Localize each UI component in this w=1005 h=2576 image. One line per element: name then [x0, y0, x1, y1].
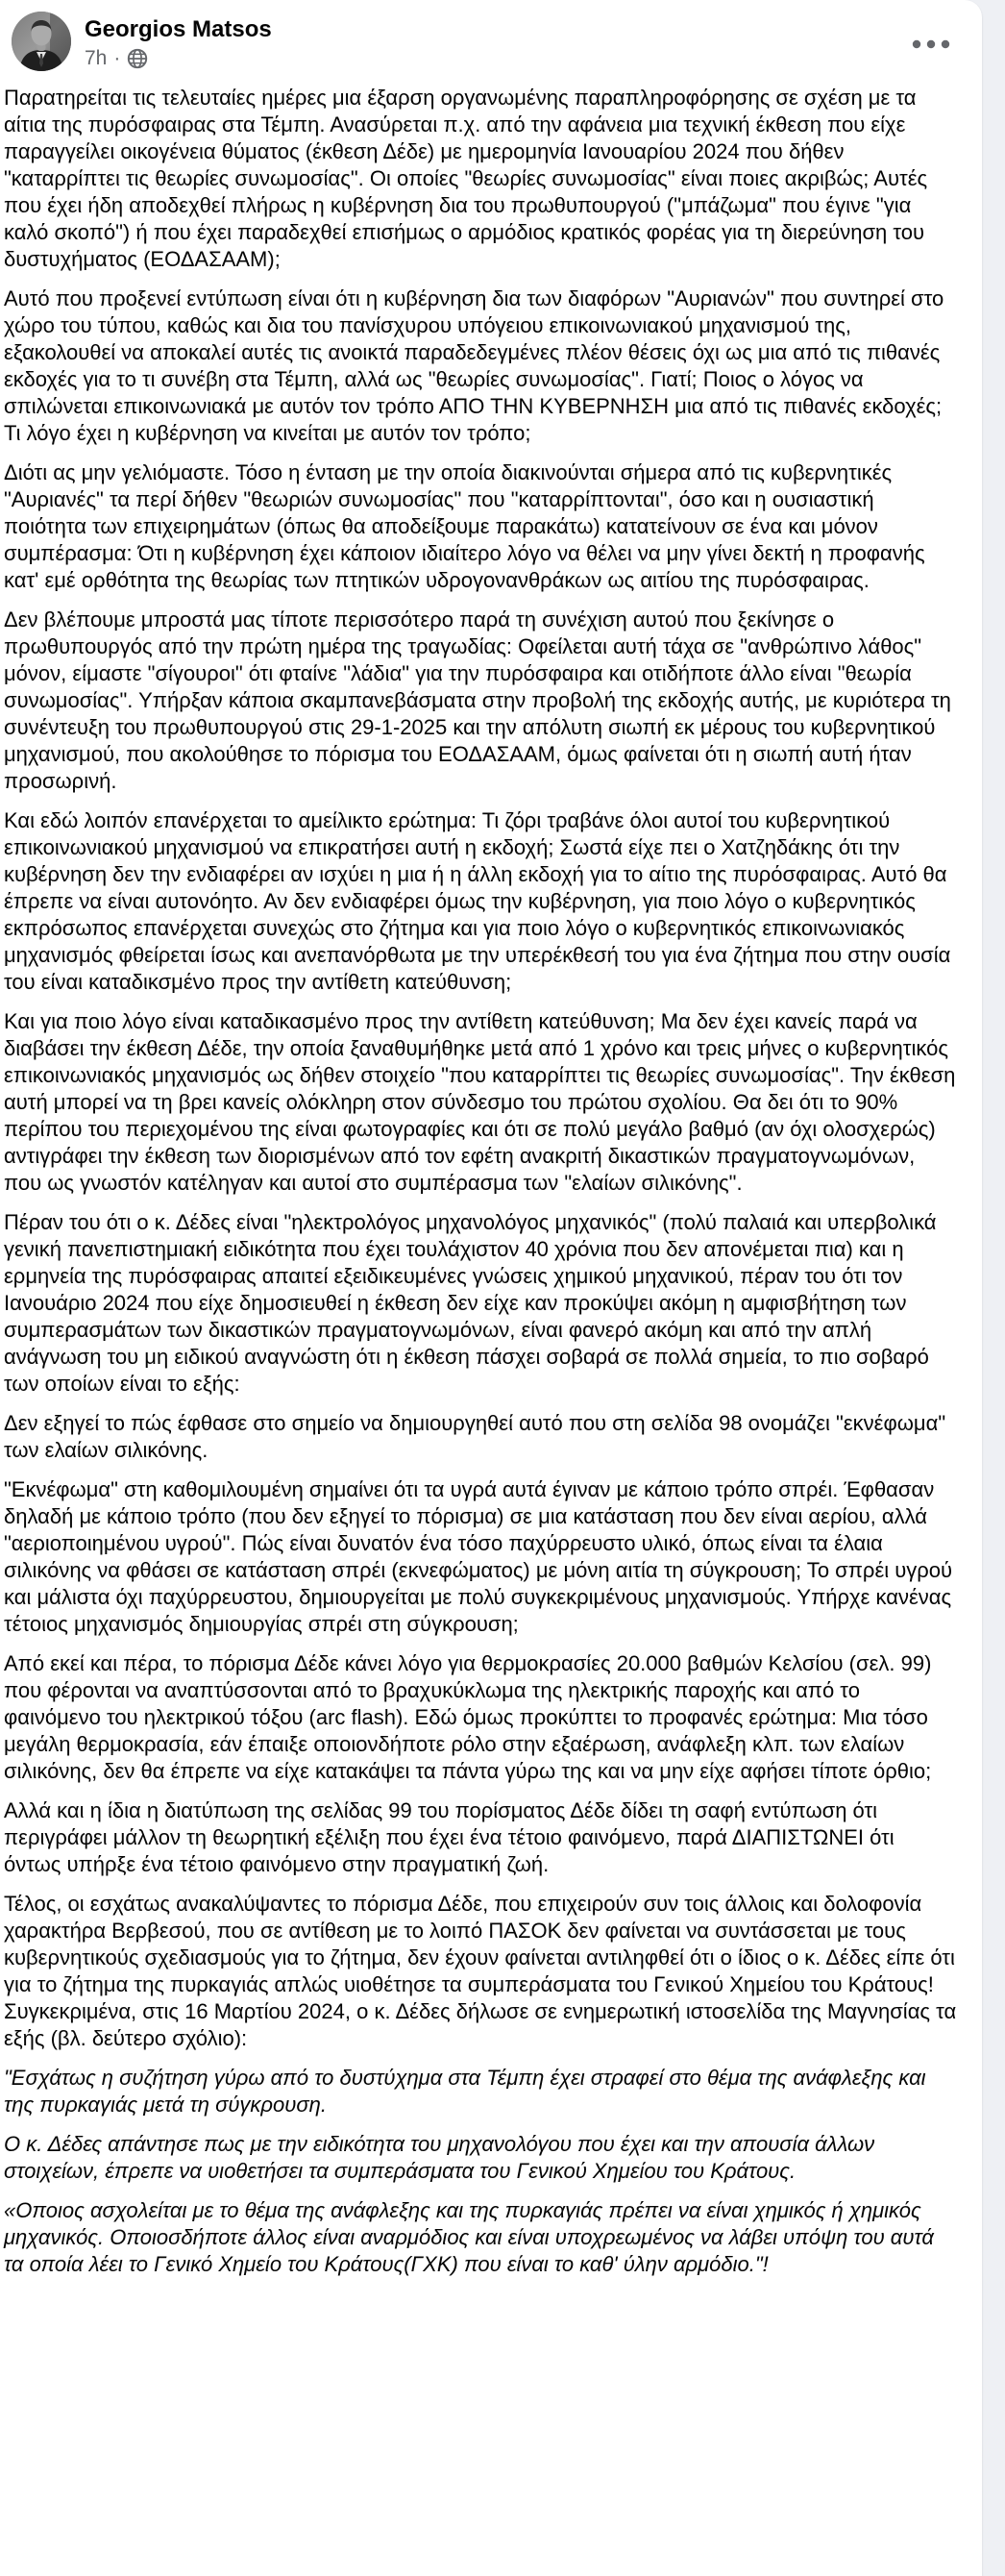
post-header: [0, 0, 982, 75]
post-paragraph: "Εκνέφωμα" στη καθομιλουμένη σημαίνει ότι τα υγρά αυτά έγιναν με κάποιο τρόπο σπρέι. Έφθασαν δηλαδή με κάποιο τρόπο (που δεν εξηγεί το πόρισμα) σε μια κατάσταση που δεν είναι αερίου, αλλά "αεριοποιημένου υγρού". Πώς είναι δυνατόν ένα τόσο παχύρρευστο υλικό, όπως είναι τα έλαια σιλικόνης να φθάσει σε κατάσταση σπρέι (εκνεφώματος) με μόνη αιτία τη σύγκρουση; Το σπρέι υγρού και μάλιστα όχι παχύρρευστου, δημιουργείται με πολύ συγκεκριμένους μηχανισμούς. Υπήρχε κανένας τέτοιος μηχανισμός δημιουργίας σπρέι στη σύγκρουση;: [4, 1477, 959, 1636]
post-paragraph: Δεν βλέπουμε μπροστά μας τίποτε περισσότερο παρά τη συνέχιση αυτού που ξεκίνησε ο πρωθυπουργός από την πρώτη ημέρα της τραγωδίας: Οφείλεται αυτή τάχα σε "ανθρώπινο λάθος" μόνον, είμαστε "σίγουροι" ότι φταίνε "λάδια" για την πυρόσφαιρα και οτιδήποτε άλλο είναι "θεωρία συνωμοσίας". Υπήρξαν κάποια σκαμπανεβάσματα στην προβολή της εκδοχής αυτής, με κυριότερα τη συνέντευξη του πρωθυπουργού στις 29-1-2025 και την απόλυτη σιωπή εκ μέρους του κυβερνητικού μηχανισμού, που ακολούθησε το πόρισμα του ΕΟΔΑΣΑΑΜ, όμως φαίνεται ότι η σιωπή αυτή ήταν προσωρινή.: [4, 607, 958, 793]
post-paragraph: "Εσχάτως η συζήτηση γύρω από το δυστύχημα στα Τέμπη έχει στραφεί στο θέμα της ανάφλεξης και της πυρκαγιάς μετά τη σύγκρουση.: [4, 2066, 932, 2117]
post-paragraph: Αλλά και η ίδια η διατύπωση της σελίδας 99 του πορίσματος Δέδε δίδει τη σαφή εντύπωση ότι περιγράφει μάλλον τη θεωρητική εξέλιξη που έχει ένα τέτοιο φαινόμενο, παρά ΔΙΑΠΙΣΤΩΝΕΙ ότι όντως υπήρξε ένα τέτοιο φαινόμενο στην πραγματική ζωή.: [4, 1798, 900, 1876]
avatar-photo: [12, 12, 71, 71]
post-paragraph: Ο κ. Δέδες απάντησε πως με την ειδικότητα του μηχανολόγου που έχει και την απουσία άλλων στοιχείων, έπρεπε να υιοθετήσει τα συμπεράσματα του Γενικού Χημείου του Κράτους.: [4, 2132, 881, 2183]
post-paragraph: Παρατηρείται τις τελευταίες ημέρες μια έξαρση οργανωμένης παραπληροφόρησης σε σχέση με τα αίτια της πυρόσφαιρας στα Τέμπη. Ανασύρεται π.χ. από την αφάνεια μια τεχνική έκθεση που είχε παραγγείλει οικογένεια θύματος (έκθεση Δέδε) με ημερομηνία Ιανουαρίου 2024 που δήθεν "καταρρίπτει τις θεωρίες συνωμοσίας". Οι οποίες "θεωρίες συνωμοσίας" είναι ποιες ακριβώς; Αυτές που έχει ήδη αποδεχθεί πλήρως η κυβέρνηση δια του πρωθυπουργού ("μπάζωμα" που έγινε "για καλό σκοπό") ή που έχει παραδεχθεί επισήμως ο αρμόδιος κρατικός φορέας για τη διερεύνηση του δυστυχήματος (ΕΟΔΑΣΑΑΜ);: [4, 86, 934, 271]
post-paragraph: Πέραν του ότι ο κ. Δέδες είναι "ηλεκτρολόγος μηχανολόγος μηχανικός" (πολύ παλαιά και υπερβολικά γενική πανεπιστημιακή ειδικότητα που έχει τουλάχιστον 40 χρόνια που δεν απονέμεται πια) και η ερμηνεία της πυρόσφαιρας απαιτεί εξειδικευμένες γνώσεις χημικού μηχανικού, πέραν του ότι τον Ιανουάριο 2024 που είχε δημοσιευθεί η έκθεση δεν είχε καν προκύψει ακόμη η αμφισβήτηση των συμπερασμάτων των δικαστικών πραγματογνωμόνων, είναι φανερό ακόμη και από την απλή ανάγνωση του μη ειδικού αναγνώστη ότι η έκθεση πάσχει σοβαρά σε πολλά σημεία, το πιο σοβαρό των οποίων είναι το εξής:: [4, 1210, 943, 1396]
post-paragraph: Από εκεί και πέρα, το πόρισμα Δέδε κάνει λόγο για θερμοκρασίες 20.000 βαθμών Κελσίου (σελ. 99) που φέρονται να αναπτύσσονται από το βραχυκύκλωμα της ηλεκτρικής παροχής και από το φαινόμενο του ηλεκτρικού τόξου (arc flash). Εδώ όμως προκύπτει το προφανές ερώτημα: Μια τόσο μεγάλη θερμοκρασία, εάν έπαιξε οποιονδήποτε ρόλο στην εξαέρωση, ανάφλεξη κλπ. των ελαίων σιλικόνης, δεν θα έπρεπε να είχε κατακάψει τα πάντα γύρω της και να μην είχε αφήσει τίποτε όρθιο;: [4, 1651, 938, 1783]
ellipsis-icon: [911, 38, 951, 50]
post-paragraph: Δεν εξηγεί το πώς έφθασε στο σημείο να δημιουργηθεί αυτό που στη σελίδα 98 ονομάζει "εκνέφωμα" των ελαίων σιλικόνης.: [4, 1411, 952, 1462]
author-name[interactable]: Georgios Matsos: [85, 16, 272, 42]
globe-icon: [127, 48, 148, 69]
post-paragraph: Και για ποιο λόγο είναι καταδικασμένο προς την αντίθετη κατεύθυνση; Μα δεν έχει κανείς παρά να διαβάσει την έκθεση Δέδε, την οποία ξαναθυμήθηκε μετά από 1 χρόνο και τρεις μήνες ο κυβερνητικός επικοινωνιακός μηχανισμός ως δήθεν στοιχείο "που καταρρίπτει τις θεωρίες συνωμοσίας". Την έκθεση αυτή μπορεί να τη βρει κανείς ολόκληρη στον σύνδεσμο του πρώτου σχολίου. Θα δει ότι το 90% περίπου του περιεχομένου της είναι φωτογραφίες και ότι σε πολύ μεγάλο βαθμό (αν όχι ολοσχερώς) αντιγράφει την έκθεση των διορισμένων από τον εφέτη ανακριτή δικαστικών πραγματογνωμόνων, που ως γνωστόν κατέληγαν και αυτοί στο συμπέρασμα των "ελαίων σιλικόνης".: [4, 1009, 962, 1195]
post-header-text: [85, 12, 272, 69]
timestamp[interactable]: 7h: [85, 47, 108, 70]
post-paragraph: Αυτό που προξενεί εντύπωση είναι ότι η κυβέρνηση δια των διαφόρων "Αυριανών" που συντηρεί στο χώρο του τύπου, καθώς και δια του πανίσχυρου υπόγειου επικοινωνιακού μηχανισμού της, εξακολουθεί να αποκαλεί αυτές τις ανοικτά παραδεδεγμένες πλέον θέσεις όχι ως μια από τις πιθανές εκδοχές για το τι συνέβη στα Τέμπη, αλλά ως "θεωρίες συνωμοσίας". Γιατί; Ποιος ο λόγος να σπιλώνεται επικοινωνιακά με αυτόν τον τρόπο ΑΠΟ ΤΗΝ ΚΥΒΕΡΝΗΣΗ μια από τις πιθανές εκδοχές; Τι λόγο έχει η κυβέρνηση να κινείται με αυτόν τον τρόπο;: [4, 286, 950, 445]
post-meta: [85, 48, 272, 69]
post-paragraph: Και εδώ λοιπόν επανέρχεται το αμείλικτο ερώτημα: Τι ζόρι τραβάνε όλοι αυτοί του κυβερνητικού επικοινωνιακού μηχανισμού να επικρατήσει αυτή η εκδοχή; Σωστά είχε πει ο Χατζηδάκης ότι την κυβέρνηση δεν την ενδιαφέρει αν ισχύει η μια ή η άλλη εκδοχή για το αίτιο της πυρόσφαιρας. Αυτό θα έπρεπε να είναι αυτονόητο. Αν δεν ενδιαφέρει όμως την κυβέρνηση, για ποιο λόγο ο κυβερνητικός εκπρόσωπος επανέρχεται συνεχώς στο ζήτημα και για ποιο λόγο ο κυβερνητικός επικοινωνιακός μηχανισμός φθείρεται ίσως και ανεπανόρθωτα με την υπερέκθεσή του για ένα ζήτημα που στην ουσία του είναι καταδικσμένο προς την αντίθετη κατεύθυνση;: [4, 808, 957, 994]
avatar[interactable]: [12, 12, 71, 71]
post-body: [0, 75, 982, 2319]
post-paragraph: «Οποιος ασχολείται με το θέμα της ανάφλεξης και της πυρκαγιάς πρέπει να είναι χημικός ή χημικός μηχανικός. Οποιοσδήποτε άλλος είναι αναρμόδιος και είναι υποχρεωμένος να λάβει υπόψη του αυτά τα οποία λέει το Γενικό Χημείο του Κράτους(ΓΧΚ) που είναι το καθ' ύλην αρμόδιο."!: [4, 2198, 941, 2276]
post-paragraph: Διότι ας μην γελιόμαστε. Τόσο η ένταση με την οποία διακινούνται σήμερα από τις κυβερνητικές "Αυριανές" τα περί δήθεν "θεωριών συνωμοσίας" που "καταρρίπτονται", όσο και η ουσιαστική ποιότητα των επιχειρημάτων (όπως θα αποδείξουμε παρακάτω) κατατείνουν σε ένα και μόνον συμπέρασμα: Ότι η κυβέρνηση έχει κάποιον ιδιαίτερο λόγο να θέλει να μην γίνει δεκτή η προφανής κατ' εμέ ορθότητα της θεωρίας των πτητικών υδρογονανθράκων ως αιτίου της πυρόσφαιρας.: [4, 460, 931, 592]
meta-separator: ·: [113, 47, 121, 70]
post-paragraph: Τέλος, οι εσχάτως ανακαλύψαντες το πόρισμα Δέδε, που επιχειρούν συν τοις άλλοις και δολοφονία χαρακτήρα Βερβεσού, που σε αντίθεση με το λοιπό ΠΑΣΟΚ δεν φαίνεται να συντάσσεται με τους κυβερνητικούς σχεδιασμούς για το ζήτημα, δεν έχουν φαίνεται αντιληφθεί ότι ο ίδιος ο κ. Δέδες είπε ότι για το ζήτημα της πυρκαγιάς απλώς υιοθέτησε τα συμπεράσματα του Γενικού Χημείου του Κράτους! Συγκεκριμένα, στις 16 Μαρτίου 2024, ο κ. Δέδες δήλωσε σε ενημερωτική ιστοσελίδα της Μαγνησίας τα εξής (βλ. δεύτερο σχόλιο):: [4, 1892, 963, 2050]
post-options-button[interactable]: [905, 33, 957, 56]
